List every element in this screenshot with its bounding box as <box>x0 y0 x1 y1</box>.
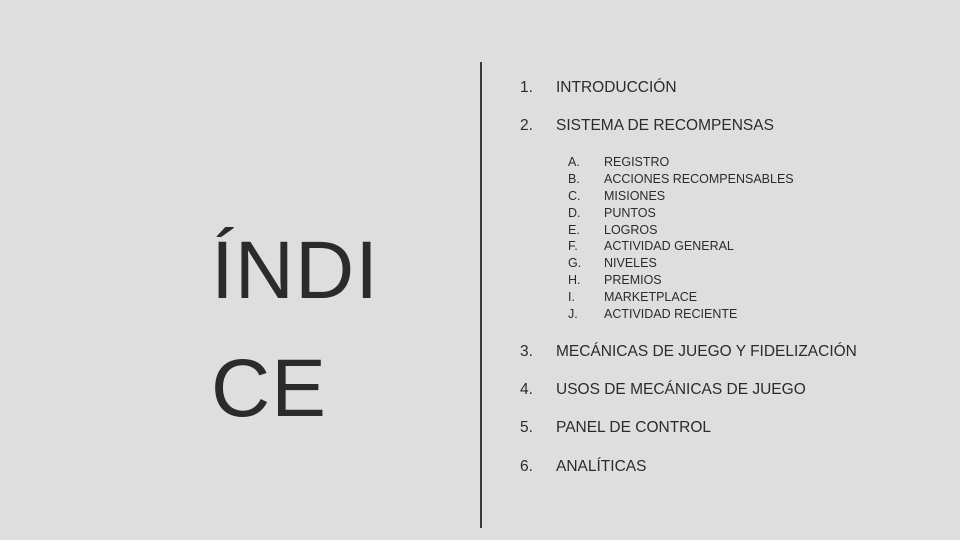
toc-item-label: PANEL DE CONTROL <box>556 419 712 436</box>
page-title-line-2: CE <box>211 343 327 434</box>
toc-subitem-letter: G. <box>568 256 582 270</box>
toc-subitem-letter: D. <box>568 206 581 220</box>
toc-subitem-label: MISIONES <box>604 189 666 203</box>
toc-item-label: INTRODUCCIÓN <box>556 79 677 96</box>
toc-subitem-letter: H. <box>568 273 581 287</box>
toc-item-number: 4. <box>520 381 533 398</box>
toc-subitem-letter: J. <box>568 307 578 321</box>
toc-subitem-letter: F. <box>568 239 578 253</box>
toc-subitem-label: LOGROS <box>604 223 658 237</box>
toc-subitem-letter: A. <box>568 155 580 169</box>
toc-subitem-label: PREMIOS <box>604 273 662 287</box>
toc-subitem-letter: B. <box>568 172 580 186</box>
toc-item-label: ANALÍTICAS <box>556 458 647 475</box>
toc-item-number: 2. <box>520 117 533 134</box>
toc-item-number: 5. <box>520 419 533 436</box>
toc-subitem-label: REGISTRO <box>604 155 670 169</box>
toc-item-number: 6. <box>520 458 533 475</box>
toc-item-label: SISTEMA DE RECOMPENSAS <box>556 117 774 134</box>
toc-item-number: 3. <box>520 343 533 360</box>
toc-item-number: 1. <box>520 79 533 96</box>
toc-item-label: USOS DE MECÁNICAS DE JUEGO <box>556 381 806 398</box>
toc-subitem-label: NIVELES <box>604 256 657 270</box>
toc-subitem-label: MARKETPLACE <box>604 290 698 304</box>
toc-subitem-letter: C. <box>568 189 581 203</box>
toc-subitem-label: ACTIVIDAD GENERAL <box>604 239 734 253</box>
toc-item-label: MECÁNICAS DE JUEGO Y FIDELIZACIÓN <box>556 343 857 360</box>
toc-subitem-letter: E. <box>568 223 580 237</box>
page-title-line-1: ÍNDI <box>211 225 379 316</box>
toc-subitem-label: PUNTOS <box>604 206 656 220</box>
toc-subitem-label: ACTIVIDAD RECIENTE <box>604 307 738 321</box>
toc-subitem-label: ACCIONES RECOMPENSABLES <box>604 172 794 186</box>
toc-subitem-letter: I. <box>568 290 575 304</box>
